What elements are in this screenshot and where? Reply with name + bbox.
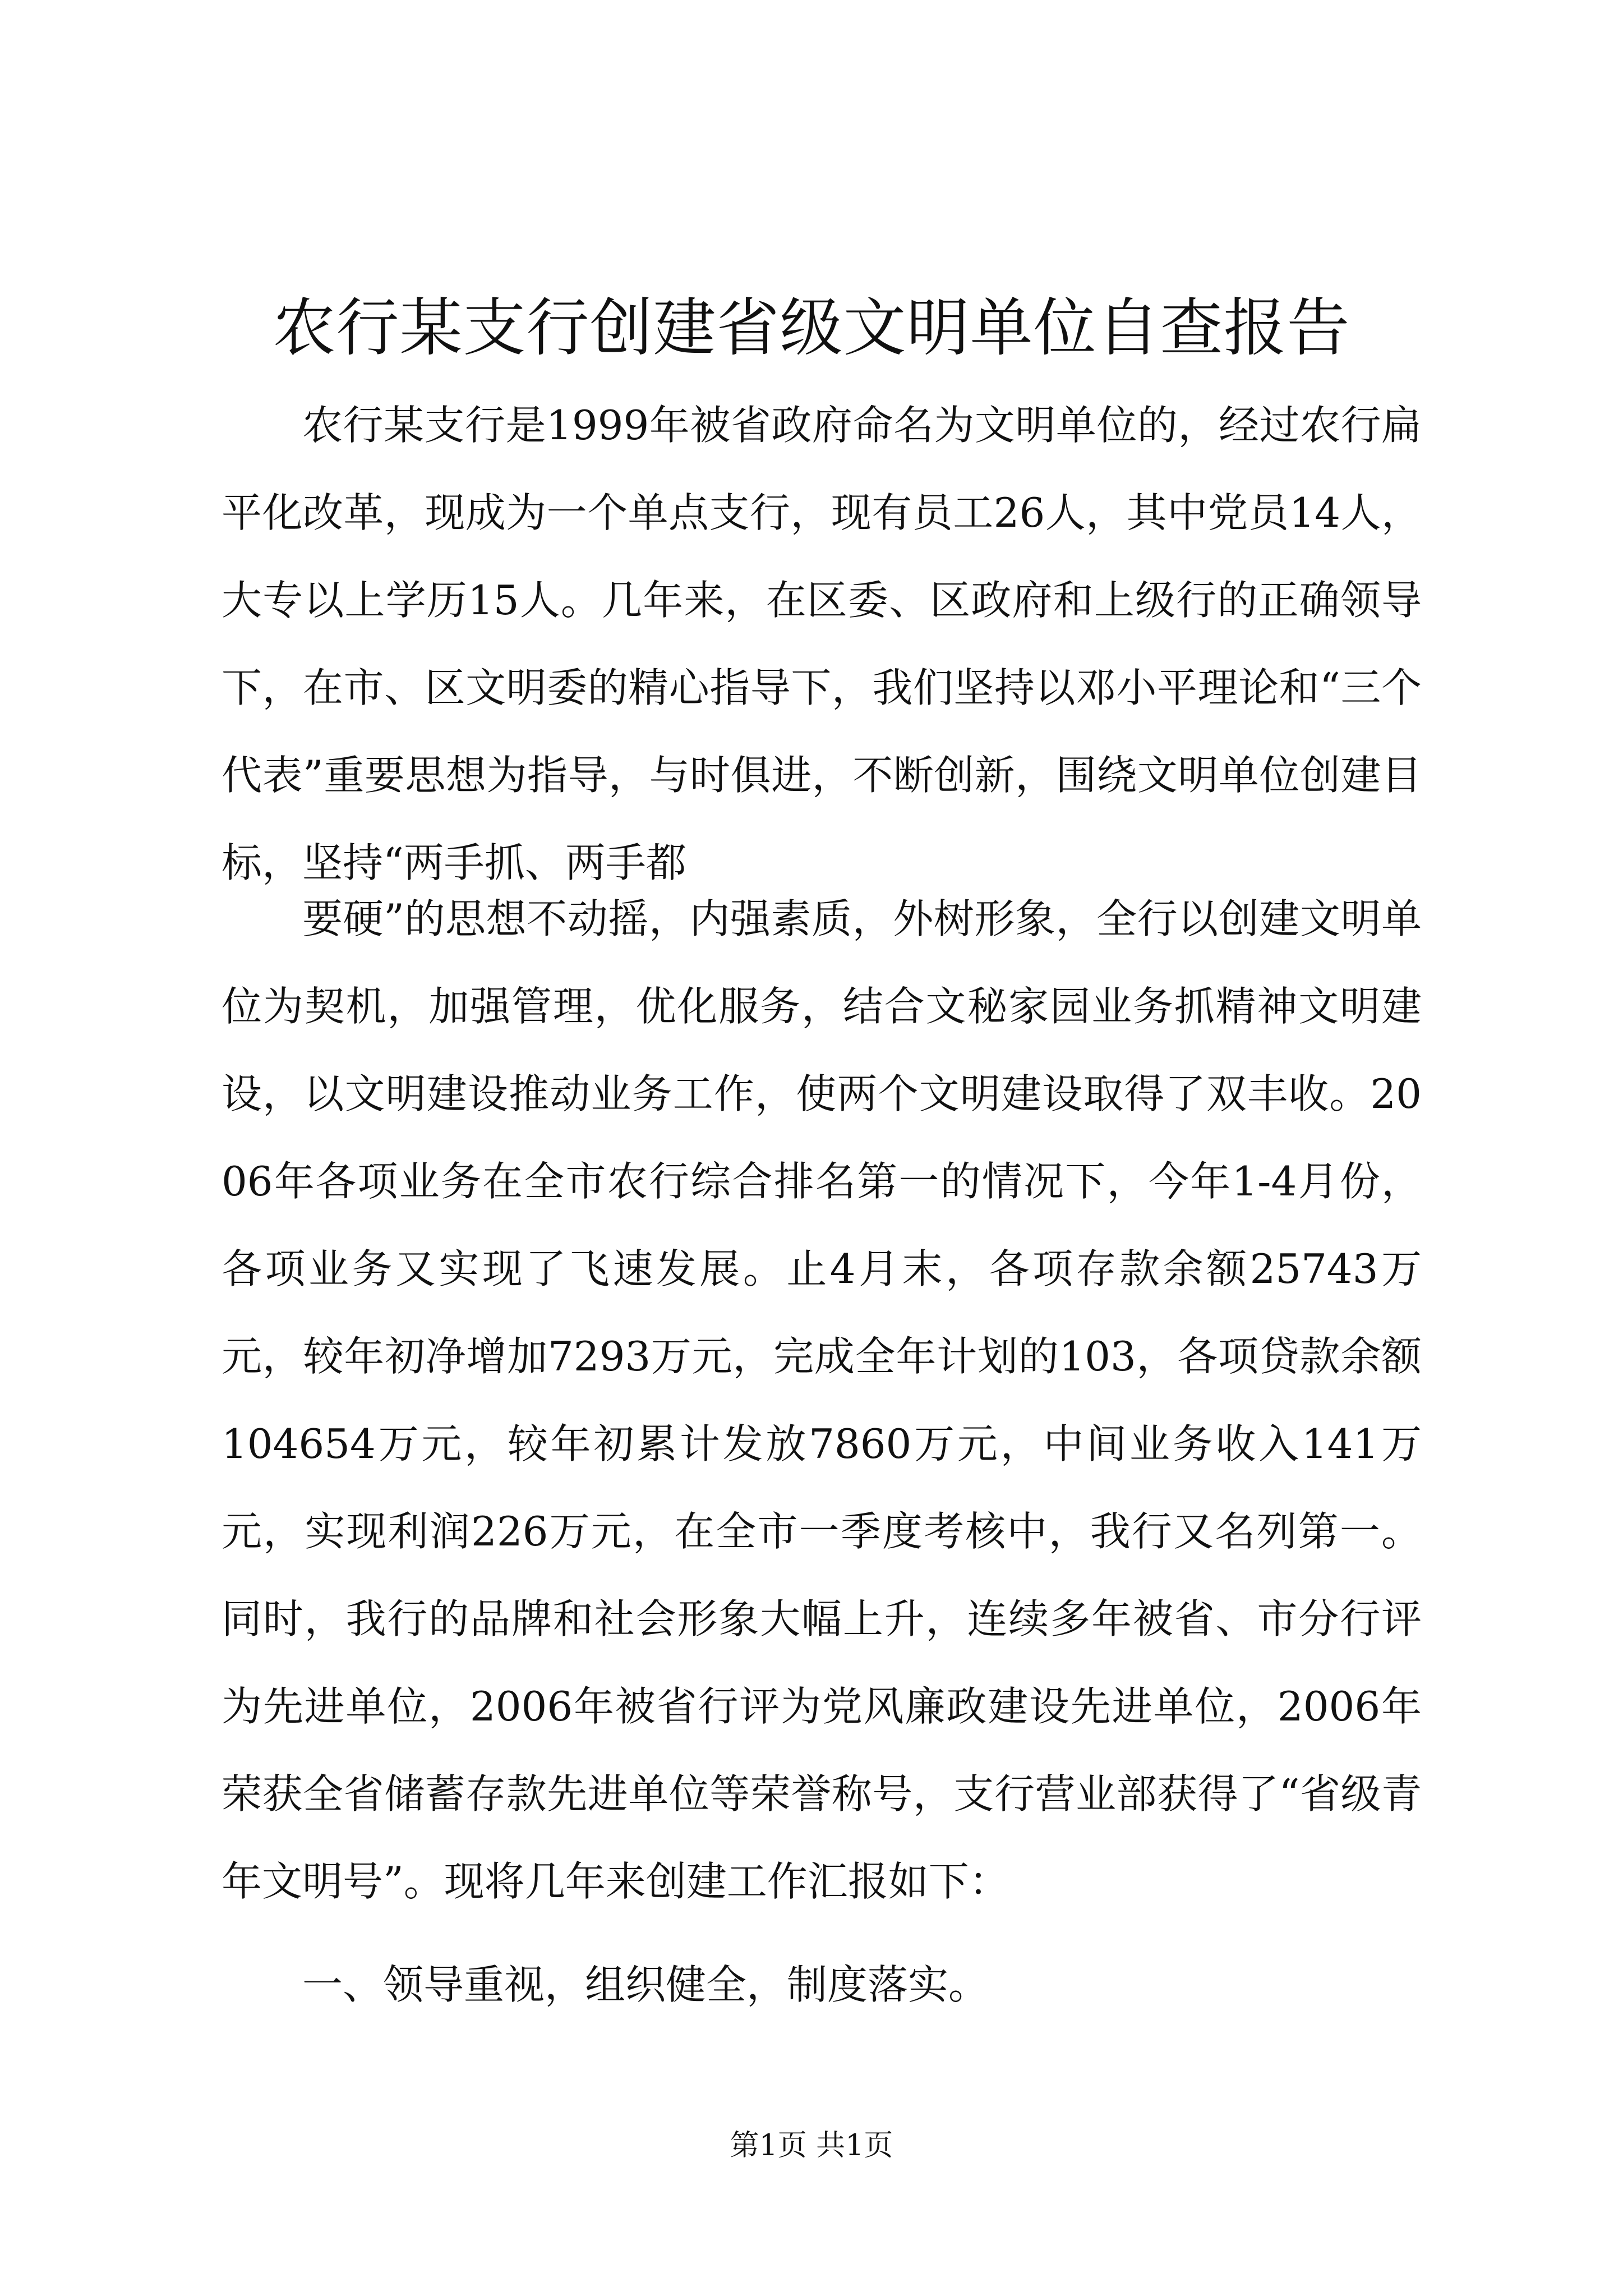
section-heading-1: 一、领导重视，组织健全，制度落实。 [302, 1961, 989, 2008]
page-footer: 第1页 共1页 [730, 2129, 893, 2162]
paragraph-achievements: 要硬”的思想不动摇，内强素质，外树形象，全行以创建文明单位为契机，加强管理，优化服务，结合文秘家园业务抓精神文明建设，以文明建设推动业务工作，使两个文明建设取得了双丰收。2006年各项业务在全市农行综合排名第一的情况下，今年1-4月份，各项业务又实现了飞速发展。止4月末，各项存款余额25743万元，较年初净增加7293万元，完成全年计划的103，各项贷款余额104654万元，较年初累计发放7860万元，中间业务收入141万元，实现利润226万元，在全市一季度考核中，我行又名列第一。同时，我行的品牌和社会形象大幅上升，连续多年被省、市分行评为先进单位，2006年被省行评为党风廉政建设先进单位，2006年荣获全省储蓄存款先进单位等荣誉称号，支行营业部获得了“省级青年文明号”。现将几年来创建工作汇报如下： [222, 895, 1422, 1905]
document-title: 农行某支行创建省级文明单位自查报告 [273, 292, 1350, 365]
paragraph-intro: 农行某支行是1999年被省政府命名为文明单位的，经过农行扁平化改革，现成为一个单点支行，现有员工26人，其中党员14人，大专以上学历15人。几年来，在区委、区政府和上级行的正确领导下，在市、区文明委的精心指导下，我们坚持以邓小平理论和“三个代表”重要思想为指导，与时俱进，不断创新，围绕文明单位创建目标，坚持“两手抓、两手都 [222, 402, 1422, 886]
